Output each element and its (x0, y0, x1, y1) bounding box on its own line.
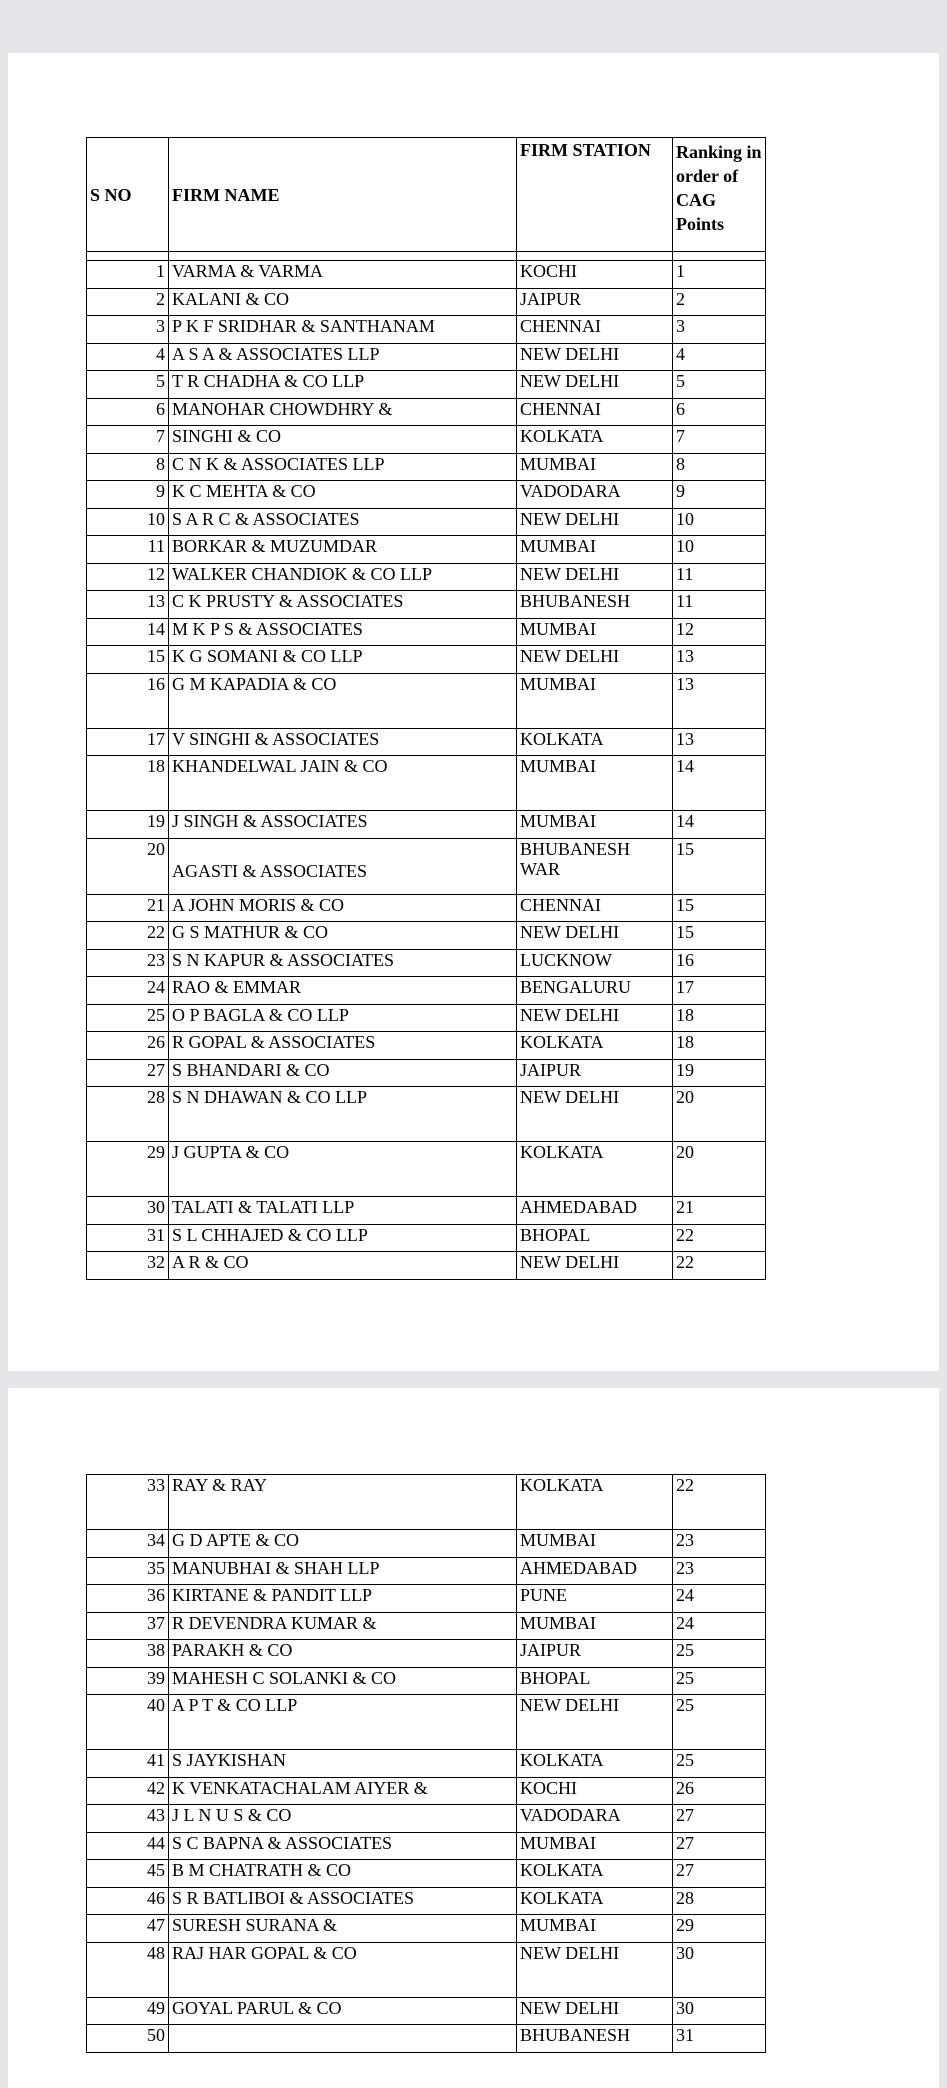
cell-sno: 30 (87, 1197, 169, 1225)
cell-firm-name: A S A & ASSOCIATES LLP (169, 343, 517, 371)
cell-firm-station: MUMBAI (517, 536, 673, 564)
cell-ranking: 27 (673, 1832, 766, 1860)
cell-firm-station: KOLKATA (517, 426, 673, 454)
cell-firm-name: A P T & CO LLP (169, 1695, 517, 1750)
cell-firm-name: PARAKH & CO (169, 1640, 517, 1668)
cell-firm-station: CHENNAI (517, 316, 673, 344)
table-row (87, 1832, 766, 1860)
cell-ranking: 23 (673, 1530, 766, 1558)
cell-ranking: 8 (673, 453, 766, 481)
cell-firm-station: JAIPUR (517, 1059, 673, 1087)
cell-firm-station: NEW DELHI (517, 1942, 673, 1997)
cell-firm-name: M K P S & ASSOCIATES (169, 618, 517, 646)
cell-ranking: 30 (673, 1942, 766, 1997)
table-row (87, 426, 766, 454)
cell-sno: 44 (87, 1832, 169, 1860)
cell-sno: 18 (87, 756, 169, 811)
cell-firm-station: KOLKATA (517, 1032, 673, 1060)
table-row (87, 1805, 766, 1833)
cell-firm-name: J SINGH & ASSOCIATES (169, 811, 517, 839)
cell-firm-name: C K PRUSTY & ASSOCIATES (169, 591, 517, 619)
cell-sno: 25 (87, 1004, 169, 1032)
cell-firm-station: MUMBAI (517, 673, 673, 728)
cell-firm-station: NEW DELHI (517, 563, 673, 591)
cell-firm-name: G D APTE & CO (169, 1530, 517, 1558)
cell-firm-name: RAY & RAY (169, 1475, 517, 1530)
cell-sno: 50 (87, 2025, 169, 2053)
cell-ranking: 16 (673, 949, 766, 977)
cell-ranking: 12 (673, 618, 766, 646)
cell-ranking: 20 (673, 1142, 766, 1197)
cell-firm-name: C N K & ASSOCIATES LLP (169, 453, 517, 481)
cell-ranking: 24 (673, 1585, 766, 1613)
cell-firm-name: MAHESH C SOLANKI & CO (169, 1667, 517, 1695)
cell-firm-station: CHENNAI (517, 398, 673, 426)
spacer-cell (169, 252, 517, 261)
cell-sno: 20 (87, 838, 169, 894)
cell-ranking: 30 (673, 1997, 766, 2025)
cell-firm-name: MANUBHAI & SHAH LLP (169, 1557, 517, 1585)
cell-ranking: 25 (673, 1695, 766, 1750)
cell-sno: 48 (87, 1942, 169, 1997)
table-row (87, 1475, 766, 1530)
cell-firm-station: NEW DELHI (517, 922, 673, 950)
table-row (87, 591, 766, 619)
cell-ranking: 22 (673, 1475, 766, 1530)
cell-ranking: 13 (673, 728, 766, 756)
cell-firm-name: S N KAPUR & ASSOCIATES (169, 949, 517, 977)
cell-sno: 10 (87, 508, 169, 536)
cell-firm-station: MUMBAI (517, 811, 673, 839)
table-row (87, 1640, 766, 1668)
cell-firm-name: GOYAL PARUL & CO (169, 1997, 517, 2025)
table-row (87, 536, 766, 564)
cell-firm-name: KIRTANE & PANDIT LLP (169, 1585, 517, 1613)
cell-sno: 15 (87, 646, 169, 674)
table-row (87, 261, 766, 289)
cell-firm-station: MUMBAI (517, 618, 673, 646)
table-row (87, 481, 766, 509)
cell-ranking: 11 (673, 591, 766, 619)
cell-firm-station: MUMBAI (517, 1915, 673, 1943)
cell-sno: 12 (87, 563, 169, 591)
cell-firm-station: VADODARA (517, 481, 673, 509)
cell-firm-name: J L N U S & CO (169, 1805, 517, 1833)
cell-firm-name: MANOHAR CHOWDHRY & (169, 398, 517, 426)
cell-firm-station: KOLKATA (517, 1750, 673, 1778)
table-row (87, 922, 766, 950)
cell-ranking: 25 (673, 1667, 766, 1695)
cell-ranking: 18 (673, 1032, 766, 1060)
cell-firm-name: S N DHAWAN & CO LLP (169, 1087, 517, 1142)
table-row (87, 288, 766, 316)
cell-ranking: 20 (673, 1087, 766, 1142)
table-row (87, 1557, 766, 1585)
table-row (87, 1860, 766, 1888)
cell-sno: 5 (87, 371, 169, 399)
cell-sno: 35 (87, 1557, 169, 1585)
table-row (87, 1004, 766, 1032)
cell-firm-station: BHUBANESH (517, 2025, 673, 2053)
cell-sno: 31 (87, 1224, 169, 1252)
cell-ranking: 23 (673, 1557, 766, 1585)
cell-sno: 1 (87, 261, 169, 289)
cell-ranking: 19 (673, 1059, 766, 1087)
cell-firm-name: SINGHI & CO (169, 426, 517, 454)
cell-firm-name: TALATI & TALATI LLP (169, 1197, 517, 1225)
cell-sno: 29 (87, 1142, 169, 1197)
table-row (87, 1142, 766, 1197)
cell-ranking: 15 (673, 838, 766, 894)
spacer-cell (673, 252, 766, 261)
cell-ranking: 22 (673, 1224, 766, 1252)
cell-firm-station: NEW DELHI (517, 1087, 673, 1142)
cell-firm-name: SURESH SURANA & (169, 1915, 517, 1943)
cell-firm-name: S JAYKISHAN (169, 1750, 517, 1778)
table-body-page-2 (87, 1475, 766, 2053)
cell-ranking: 25 (673, 1750, 766, 1778)
cell-firm-station: MUMBAI (517, 453, 673, 481)
table-row (87, 756, 766, 811)
cell-firm-name: S R BATLIBOI & ASSOCIATES (169, 1887, 517, 1915)
cell-firm-station: NEW DELHI (517, 646, 673, 674)
cell-ranking: 27 (673, 1860, 766, 1888)
cell-ranking: 15 (673, 922, 766, 950)
cell-firm-station: MUMBAI (517, 1832, 673, 1860)
cell-sno: 42 (87, 1777, 169, 1805)
cell-firm-station: CHENNAI (517, 894, 673, 922)
table-row (87, 1530, 766, 1558)
cell-firm-station: NEW DELHI (517, 1004, 673, 1032)
cell-firm-name: K VENKATACHALAM AIYER & (169, 1777, 517, 1805)
cell-sno: 37 (87, 1612, 169, 1640)
cell-ranking: 11 (673, 563, 766, 591)
cell-firm-station: NEW DELHI (517, 371, 673, 399)
table-row (87, 618, 766, 646)
table-header-row (87, 138, 766, 252)
cell-ranking: 28 (673, 1887, 766, 1915)
cell-firm-name: S A R C & ASSOCIATES (169, 508, 517, 536)
cell-firm-name: RAJ HAR GOPAL & CO (169, 1942, 517, 1997)
table-row (87, 1942, 766, 1997)
cell-sno: 14 (87, 618, 169, 646)
cell-firm-station: AHMEDABAD (517, 1557, 673, 1585)
cell-ranking: 18 (673, 1004, 766, 1032)
cell-sno: 46 (87, 1887, 169, 1915)
cell-firm-name: K G SOMANI & CO LLP (169, 646, 517, 674)
table-row (87, 316, 766, 344)
cell-sno: 9 (87, 481, 169, 509)
header-ranking: Ranking in order of CAG Points (673, 138, 766, 252)
cell-ranking: 31 (673, 2025, 766, 2053)
cell-sno: 13 (87, 591, 169, 619)
cell-sno: 39 (87, 1667, 169, 1695)
cell-firm-name: WALKER CHANDIOK & CO LLP (169, 563, 517, 591)
cell-ranking: 9 (673, 481, 766, 509)
cell-sno: 26 (87, 1032, 169, 1060)
cell-ranking: 15 (673, 894, 766, 922)
cell-firm-station: NEW DELHI (517, 343, 673, 371)
cell-ranking: 10 (673, 508, 766, 536)
table-row (87, 838, 766, 894)
cell-firm-station: NEW DELHI (517, 1997, 673, 2025)
cell-sno: 27 (87, 1059, 169, 1087)
cell-sno: 45 (87, 1860, 169, 1888)
cell-sno: 34 (87, 1530, 169, 1558)
cell-firm-name: K C MEHTA & CO (169, 481, 517, 509)
cell-ranking: 26 (673, 1777, 766, 1805)
cell-ranking: 10 (673, 536, 766, 564)
table-row (87, 1197, 766, 1225)
table-row (87, 398, 766, 426)
header-sno: S NO (87, 138, 169, 252)
cell-ranking: 13 (673, 646, 766, 674)
cell-ranking: 21 (673, 1197, 766, 1225)
cell-ranking: 4 (673, 343, 766, 371)
cell-sno: 32 (87, 1252, 169, 1280)
cell-ranking: 1 (673, 261, 766, 289)
table-row (87, 646, 766, 674)
cell-sno: 7 (87, 426, 169, 454)
cell-ranking: 2 (673, 288, 766, 316)
cell-firm-station: KOLKATA (517, 1142, 673, 1197)
cell-sno: 21 (87, 894, 169, 922)
cell-firm-station: JAIPUR (517, 1640, 673, 1668)
cell-sno: 41 (87, 1750, 169, 1778)
cell-firm-station: KOCHI (517, 261, 673, 289)
cell-ranking: 22 (673, 1252, 766, 1280)
cell-firm-name: S C BAPNA & ASSOCIATES (169, 1832, 517, 1860)
table-row (87, 1997, 766, 2025)
table-row (87, 1887, 766, 1915)
table-row (87, 1032, 766, 1060)
cell-firm-station: MUMBAI (517, 756, 673, 811)
table-row (87, 728, 766, 756)
cell-firm-name: R DEVENDRA KUMAR & (169, 1612, 517, 1640)
cell-firm-station: KOLKATA (517, 1475, 673, 1530)
cell-sno: 8 (87, 453, 169, 481)
table-row (87, 1087, 766, 1142)
cell-firm-station: NEW DELHI (517, 1695, 673, 1750)
table-row (87, 1667, 766, 1695)
cell-firm-name: A R & CO (169, 1252, 517, 1280)
cell-firm-name: R GOPAL & ASSOCIATES (169, 1032, 517, 1060)
table-row (87, 508, 766, 536)
cell-firm-name: T R CHADHA & CO LLP (169, 371, 517, 399)
cell-firm-station: VADODARA (517, 1805, 673, 1833)
table-row (87, 949, 766, 977)
table-row (87, 1777, 766, 1805)
cell-firm-name: A JOHN MORIS & CO (169, 894, 517, 922)
cell-firm-station: BHUBANESH WAR (517, 838, 673, 894)
cell-sno: 33 (87, 1475, 169, 1530)
cell-sno: 4 (87, 343, 169, 371)
cell-firm-name: S BHANDARI & CO (169, 1059, 517, 1087)
cell-firm-station: BENGALURU (517, 977, 673, 1005)
table-row (87, 453, 766, 481)
cell-sno: 2 (87, 288, 169, 316)
cell-firm-name: P K F SRIDHAR & SANTHANAM (169, 316, 517, 344)
cell-ranking: 25 (673, 1640, 766, 1668)
table-row (87, 1252, 766, 1280)
table-row (87, 1585, 766, 1613)
table-row (87, 977, 766, 1005)
header-firm-station: FIRM STATION (517, 138, 673, 252)
table-body-page-1 (87, 252, 766, 1280)
cell-ranking: 29 (673, 1915, 766, 1943)
cell-firm-name: G S MATHUR & CO (169, 922, 517, 950)
cell-sno: 16 (87, 673, 169, 728)
cell-firm-station: MUMBAI (517, 1530, 673, 1558)
document-page-1 (8, 53, 939, 1371)
cell-firm-station: JAIPUR (517, 288, 673, 316)
cell-sno: 36 (87, 1585, 169, 1613)
cell-sno: 6 (87, 398, 169, 426)
cell-ranking: 24 (673, 1612, 766, 1640)
cell-sno: 28 (87, 1087, 169, 1142)
cell-firm-station: KOLKATA (517, 728, 673, 756)
cell-firm-name: BORKAR & MUZUMDAR (169, 536, 517, 564)
cell-ranking: 14 (673, 756, 766, 811)
cell-firm-station: MUMBAI (517, 1612, 673, 1640)
cell-firm-name: KALANI & CO (169, 288, 517, 316)
cell-sno: 38 (87, 1640, 169, 1668)
cell-sno: 49 (87, 1997, 169, 2025)
cell-firm-station: BHOPAL (517, 1224, 673, 1252)
cell-firm-name: RAO & EMMAR (169, 977, 517, 1005)
table-row (87, 343, 766, 371)
cell-sno: 23 (87, 949, 169, 977)
cell-ranking: 17 (673, 977, 766, 1005)
cell-sno: 17 (87, 728, 169, 756)
cell-firm-name: G M KAPADIA & CO (169, 673, 517, 728)
spacer-row (87, 252, 766, 261)
cell-firm-name: VARMA & VARMA (169, 261, 517, 289)
cell-ranking: 3 (673, 316, 766, 344)
cell-sno: 40 (87, 1695, 169, 1750)
cell-ranking: 13 (673, 673, 766, 728)
cag-firm-ranking-table (86, 137, 766, 1280)
document-page-2 (8, 1388, 939, 2088)
header-firm-name: FIRM NAME (169, 138, 517, 252)
cell-firm-station: BHOPAL (517, 1667, 673, 1695)
cell-firm-station: NEW DELHI (517, 1252, 673, 1280)
cell-ranking: 7 (673, 426, 766, 454)
table-row (87, 1059, 766, 1087)
cell-sno: 43 (87, 1805, 169, 1833)
cell-ranking: 5 (673, 371, 766, 399)
table-row (87, 371, 766, 399)
cell-firm-name: AGASTI & ASSOCIATES (169, 838, 517, 894)
cell-firm-name: S L CHHAJED & CO LLP (169, 1224, 517, 1252)
cell-ranking: 14 (673, 811, 766, 839)
table-row (87, 1224, 766, 1252)
spacer-cell (87, 252, 169, 261)
cell-firm-name: B M CHATRATH & CO (169, 1860, 517, 1888)
table-row (87, 563, 766, 591)
cell-sno: 19 (87, 811, 169, 839)
cell-ranking: 6 (673, 398, 766, 426)
cell-sno: 47 (87, 1915, 169, 1943)
table-row (87, 1612, 766, 1640)
cell-firm-name: V SINGHI & ASSOCIATES (169, 728, 517, 756)
cell-sno: 24 (87, 977, 169, 1005)
table-row (87, 811, 766, 839)
table-row (87, 1695, 766, 1750)
cell-firm-name: O P BAGLA & CO LLP (169, 1004, 517, 1032)
cell-firm-name: J GUPTA & CO (169, 1142, 517, 1197)
cell-firm-station: KOCHI (517, 1777, 673, 1805)
cag-firm-ranking-table-continued (86, 1474, 766, 2053)
table-row (87, 1750, 766, 1778)
cell-firm-station: NEW DELHI (517, 508, 673, 536)
table-row (87, 894, 766, 922)
cell-sno: 11 (87, 536, 169, 564)
cell-firm-station: KOLKATA (517, 1860, 673, 1888)
cell-firm-station: BHUBANESH (517, 591, 673, 619)
table-row (87, 1915, 766, 1943)
cell-firm-station: LUCKNOW (517, 949, 673, 977)
table-row (87, 673, 766, 728)
cell-firm-station: KOLKATA (517, 1887, 673, 1915)
cell-sno: 3 (87, 316, 169, 344)
cell-firm-name: KHANDELWAL JAIN & CO (169, 756, 517, 811)
cell-ranking: 27 (673, 1805, 766, 1833)
cell-firm-station: PUNE (517, 1585, 673, 1613)
cell-sno: 22 (87, 922, 169, 950)
spacer-cell (517, 252, 673, 261)
cell-firm-station: AHMEDABAD (517, 1197, 673, 1225)
